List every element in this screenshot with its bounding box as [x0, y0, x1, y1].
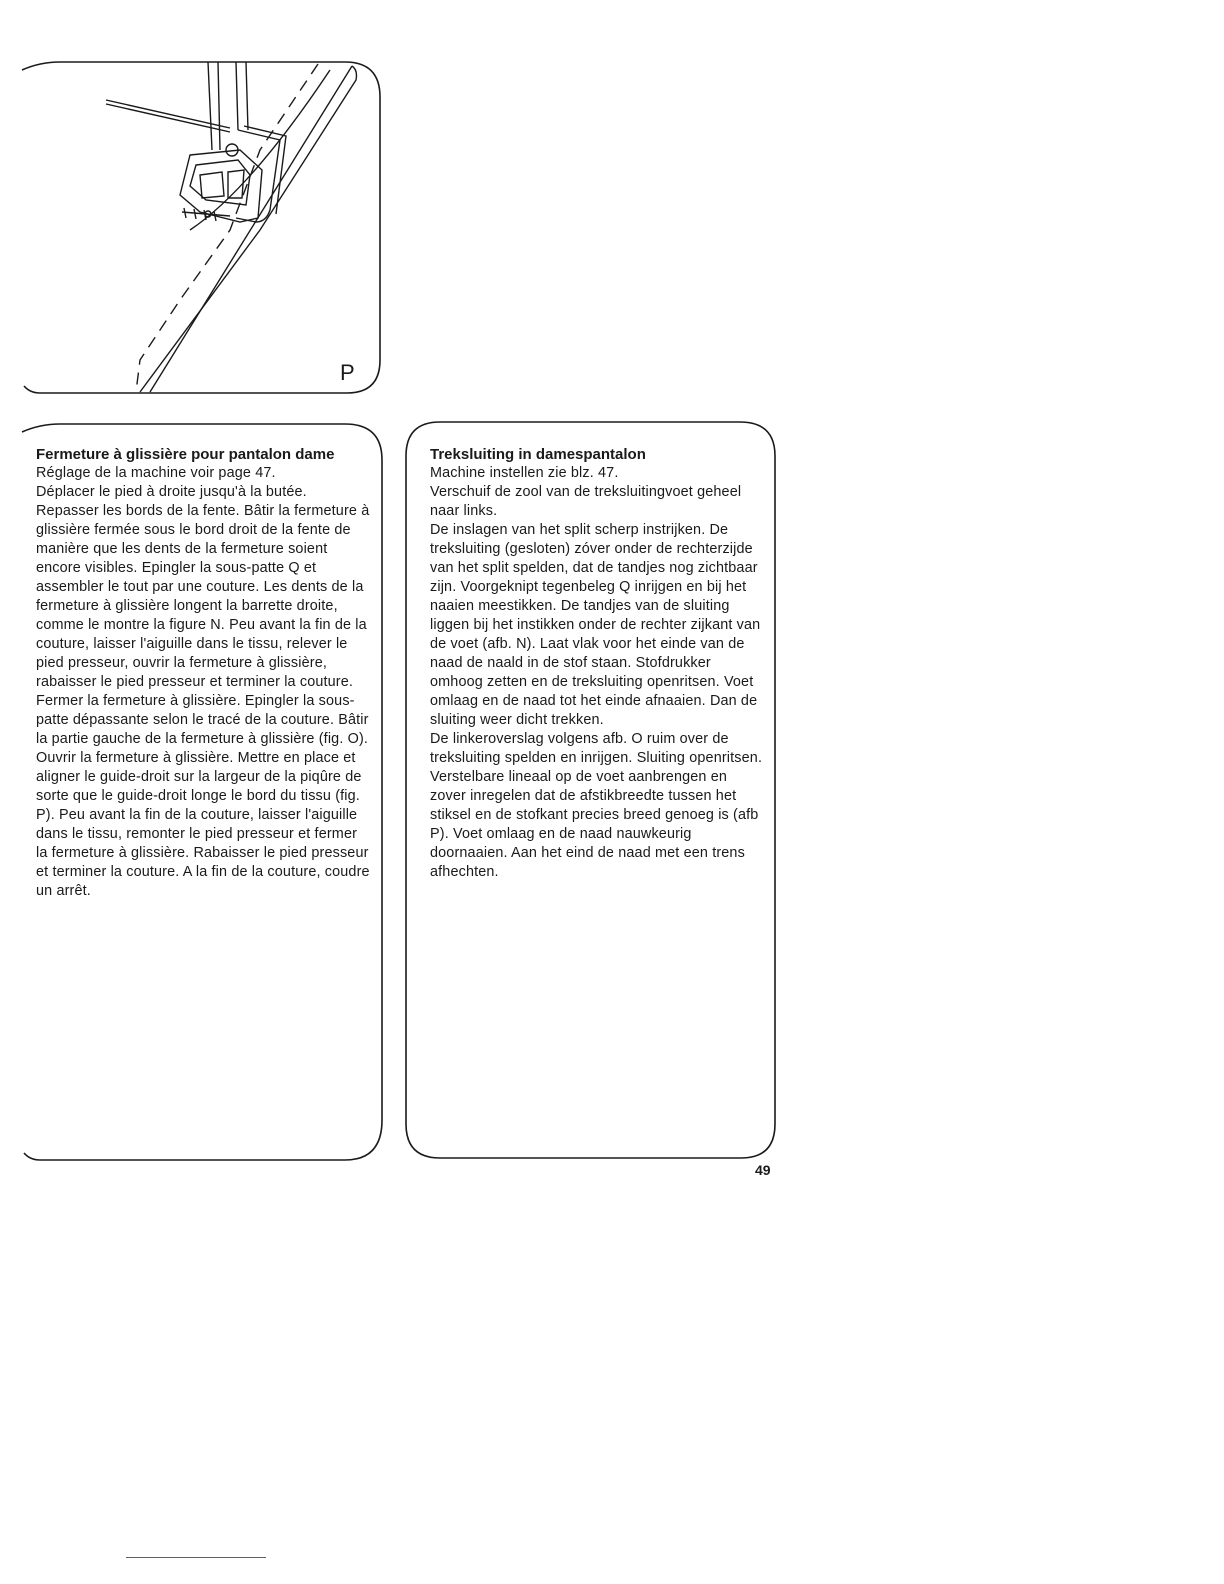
dutch-paragraph: Verschuif de zool van de treksluitingvoet geheel naar links. — [430, 484, 742, 519]
feed-teeth — [182, 208, 230, 221]
dutch-paragraph: De inslagen van het split scherp instrijken. De treksluiting (gesloten) zóver onder de rechterzijde van het split spelden, dat de tandjes nog zichtbaar zijn. Voorgeknipt tegenbeleg Q inrijgen en bij het naaien meestikken. De tandjes van de sluiting liggen bij het instikken onder de rechter zijkant van de voet (afb. N). Laat vlak voor het einde van de naad de naald in de stof staan. Stofdrukker omhoog zetten en de treksluiting openritsen. Voet omlaag en de naad tot het einde afnaaien. Dan de sluiting weer dicht trekken. — [430, 522, 761, 728]
french-title: Fermeture à glissière pour pantalon dame — [36, 446, 335, 463]
french-instructions-panel — [36, 445, 372, 901]
presser-foot-illustration — [0, 0, 400, 410]
page-number: 49 — [755, 1162, 771, 1178]
dutch-title: Treksluiting in damespantalon — [430, 446, 646, 463]
dutch-paragraph: Machine instellen zie blz. 47. — [430, 465, 619, 481]
figure-label: P — [340, 360, 355, 385]
dutch-body — [430, 464, 766, 882]
french-paragraph: Réglage de la machine voir page 47. — [36, 465, 276, 481]
dutch-paragraph: De linkeroverslag volgens afb. O ruim over de treksluiting spelden en inrijgen. Sluiting openritsen. Verstelbare lineaal op de voet aanbrengen en zover inregelen dat de afstikbreedte tussen het stiksel en de stofkant precies breed genoeg is (afb P). Voet omlaag en de naad nauwkeurig doornaaien. Aan het eind de naad met een trens afhechten. — [430, 731, 763, 880]
french-paragraph: Ouvrir la fermeture à glissière. Mettre en place et aligner le guide-droit sur la largeur de la piqûre de sorte que le guide-droit longe le bord du tissu (fig. P). Peu avant la fin de la couture, laisser l'aiguille dans le tissu, remonter le pied presseur et fermer la fermeture à glissière. Rabaisser le pied presseur et terminer la couture. A la fin de la couture, coudre un arrêt. — [36, 750, 370, 899]
dutch-instructions-panel — [430, 445, 766, 882]
presser-bar — [208, 62, 248, 150]
foot-body — [180, 150, 262, 222]
figure-p — [0, 0, 400, 410]
french-body — [36, 464, 372, 901]
french-paragraph: Déplacer le pied à droite jusqu'à la butée. — [36, 484, 307, 500]
french-paragraph: Repasser les bords de la fente. Bâtir la fermeture à glissière fermée sous le bord droit de la fente de manière que les dents de la fermeture soient encore visibles. Epingler la sous-patte Q et assembler le tout par une couture. Les dents de la fermeture à glissière longent la barrette droite, comme le montre la figure N. Peu avant la fin de la couture, laisser l'aiguille dans le tissu, relever le pied presseur, ouvrir la fermeture à glissière, rabaisser le pied presseur et terminer la couture. Fermer la fermeture à glissière. Epingler la sous-patte dépassante selon le tracé de la couture. Bâtir la partie gauche de la fermeture à glissière (fig. O). — [36, 503, 370, 747]
fabric-edge-right — [150, 66, 352, 392]
bottom-rule — [126, 1557, 266, 1558]
